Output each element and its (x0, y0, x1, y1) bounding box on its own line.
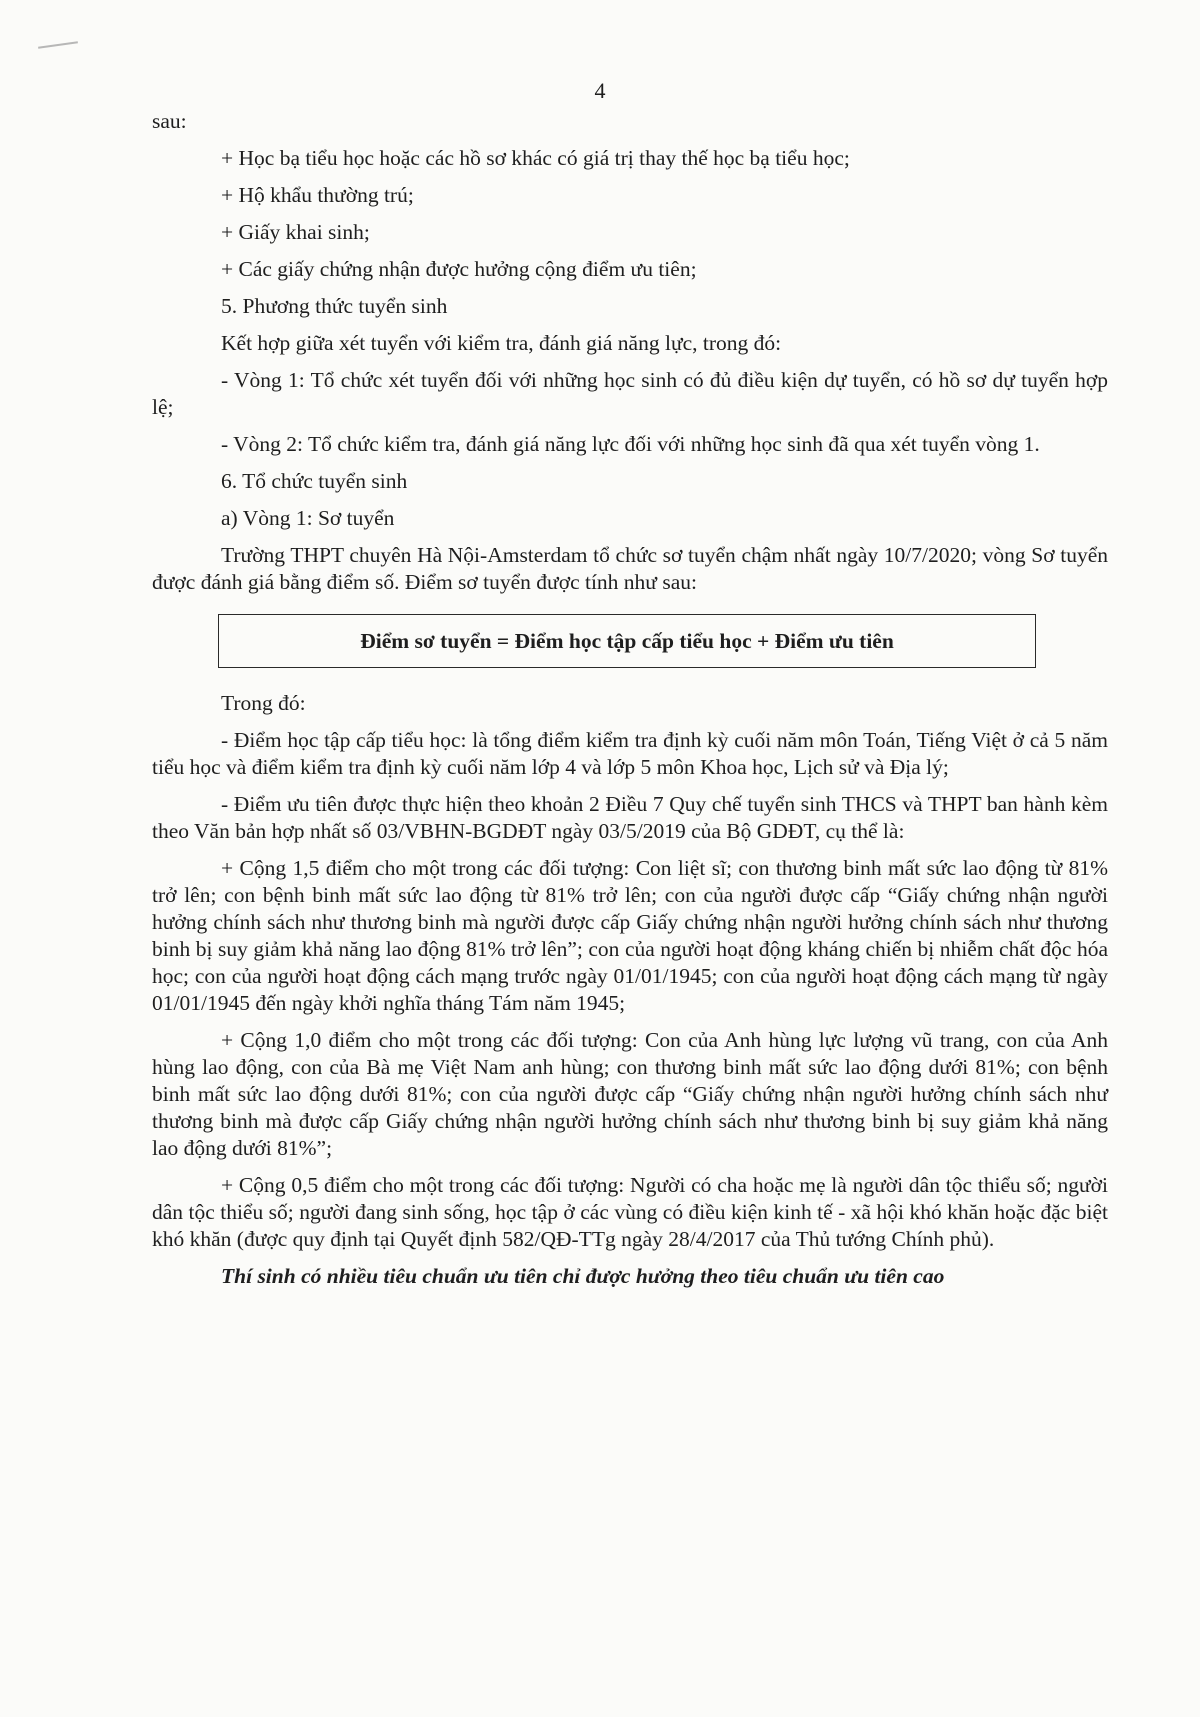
paragraph-cong-1-5: + Cộng 1,5 điểm cho một trong các đối tượng: Con liệt sĩ; con thương binh mất sức lao động từ 81% trở lên; con bệnh binh mất sức lao động từ 81% trở lên; con của người được cấp “Giấy chứng nhận người hưởng chính sách như thương binh mà người được cấp Giấy chứng nhận người hưởng chính sách như thương binh bị suy giảm khả năng lao động 81% trở lên”; con của người hoạt động kháng chiến bị nhiễm chất độc hóa học; con của người hoạt động cách mạng trước ngày 01/01/1945; con của người hoạt động cách mạng từ ngày 01/01/1945 đến ngày khởi nghĩa tháng Tám năm 1945; (152, 856, 1108, 1015)
paragraph-cong-0-5: + Cộng 0,5 điểm cho một trong các đối tượng: Người có cha hoặc mẹ là người dân tộc thiểu số; người dân tộc thiểu số; người đang sinh sống, học tập ở các vùng có điều kiện kinh tế - xã hội khó khăn hoặc đặc biệt khó khăn (được quy định tại Quyết định 582/QĐ-TTg ngày 28/4/2017 của Thủ tướng Chính phủ). (152, 1173, 1108, 1251)
paragraph-vong-1: - Vòng 1: Tổ chức xét tuyển đối với những học sinh có đủ điều kiện dự tuyển, có hồ sơ dự tuyển hợp lệ; (152, 368, 1108, 419)
document-body (152, 108, 1108, 1300)
paragraph-thi-sinh-note: Thí sinh có nhiều tiêu chuẩn ưu tiên chỉ được hưởng theo tiêu chuẩn ưu tiên cao (221, 1264, 945, 1288)
paragraph-vong-2: - Vòng 2: Tổ chức kiểm tra, đánh giá năng lực đối với những học sinh đã qua xét tuyển vòng 1. (221, 432, 1040, 456)
formula-text: Điểm sơ tuyển = Điểm học tập cấp tiểu học + Điểm ưu tiên (360, 628, 894, 653)
paragraph-truong-thpt: Trường THPT chuyên Hà Nội-Amsterdam tổ chức sơ tuyển chậm nhất ngày 10/7/2020; vòng Sơ tuyển được đánh giá bằng điểm số. Điểm sơ tuyển được tính như sau: (152, 543, 1108, 594)
list-item-giay-khai-sinh: + Giấy khai sinh; (221, 220, 370, 244)
section-heading-phuong-thuc: 5. Phương thức tuyển sinh (221, 294, 448, 318)
paragraph-ket-hop: Kết hợp giữa xét tuyển với kiểm tra, đánh giá năng lực, trong đó: (221, 331, 782, 355)
list-item-ho-khau: + Hộ khẩu thường trú; (221, 183, 414, 207)
paragraph-diem-hoc-tap: - Điểm học tập cấp tiểu học: là tổng điểm kiểm tra định kỳ cuối năm môn Toán, Tiếng Việt ở cả 5 năm tiểu học và điểm kiểm tra định kỳ cuối năm lớp 4 và lớp 5 môn Khoa học, Lịch sử và Địa lý; (152, 728, 1108, 779)
formula-box (218, 614, 1036, 668)
paragraph-cong-1-0: + Cộng 1,0 điểm cho một trong các đối tượng: Con của Anh hùng lực lượng vũ trang, con của Anh hùng lao động, con của Bà mẹ Việt Nam anh hùng; con thương binh mất sức lao động dưới 81%; con bệnh binh mất sức lao động dưới 81%; con của người được cấp “Giấy chứng nhận người hưởng chính sách như thương binh mà được cấp Giấy chứng nhận người hưởng chính sách như thương binh bị suy giảm khả năng lao động dưới 81%”; (152, 1028, 1108, 1160)
list-item-hoc-ba: + Học bạ tiểu học hoặc các hồ sơ khác có giá trị thay thế học bạ tiểu học; (221, 146, 850, 170)
list-item-giay-chung-nhan: + Các giấy chứng nhận được hưởng cộng điểm ưu tiên; (221, 257, 697, 281)
page-number: 4 (594, 78, 606, 103)
paragraph-diem-uu-tien: - Điểm ưu tiên được thực hiện theo khoản 2 Điều 7 Quy chế tuyển sinh THCS và THPT ban hành kèm theo Văn bản hợp nhất số 03/VBHN-BGDĐT ngày 03/5/2019 của Bộ GDĐT, cụ thể là: (152, 792, 1108, 843)
scan-artifact (38, 41, 78, 49)
paragraph-continuation: sau: (152, 109, 187, 133)
subheading-so-tuyen: a) Vòng 1: Sơ tuyển (221, 506, 395, 530)
paragraph-trong-do: Trong đó: (221, 691, 306, 715)
section-heading-to-chuc: 6. Tổ chức tuyển sinh (221, 469, 408, 493)
